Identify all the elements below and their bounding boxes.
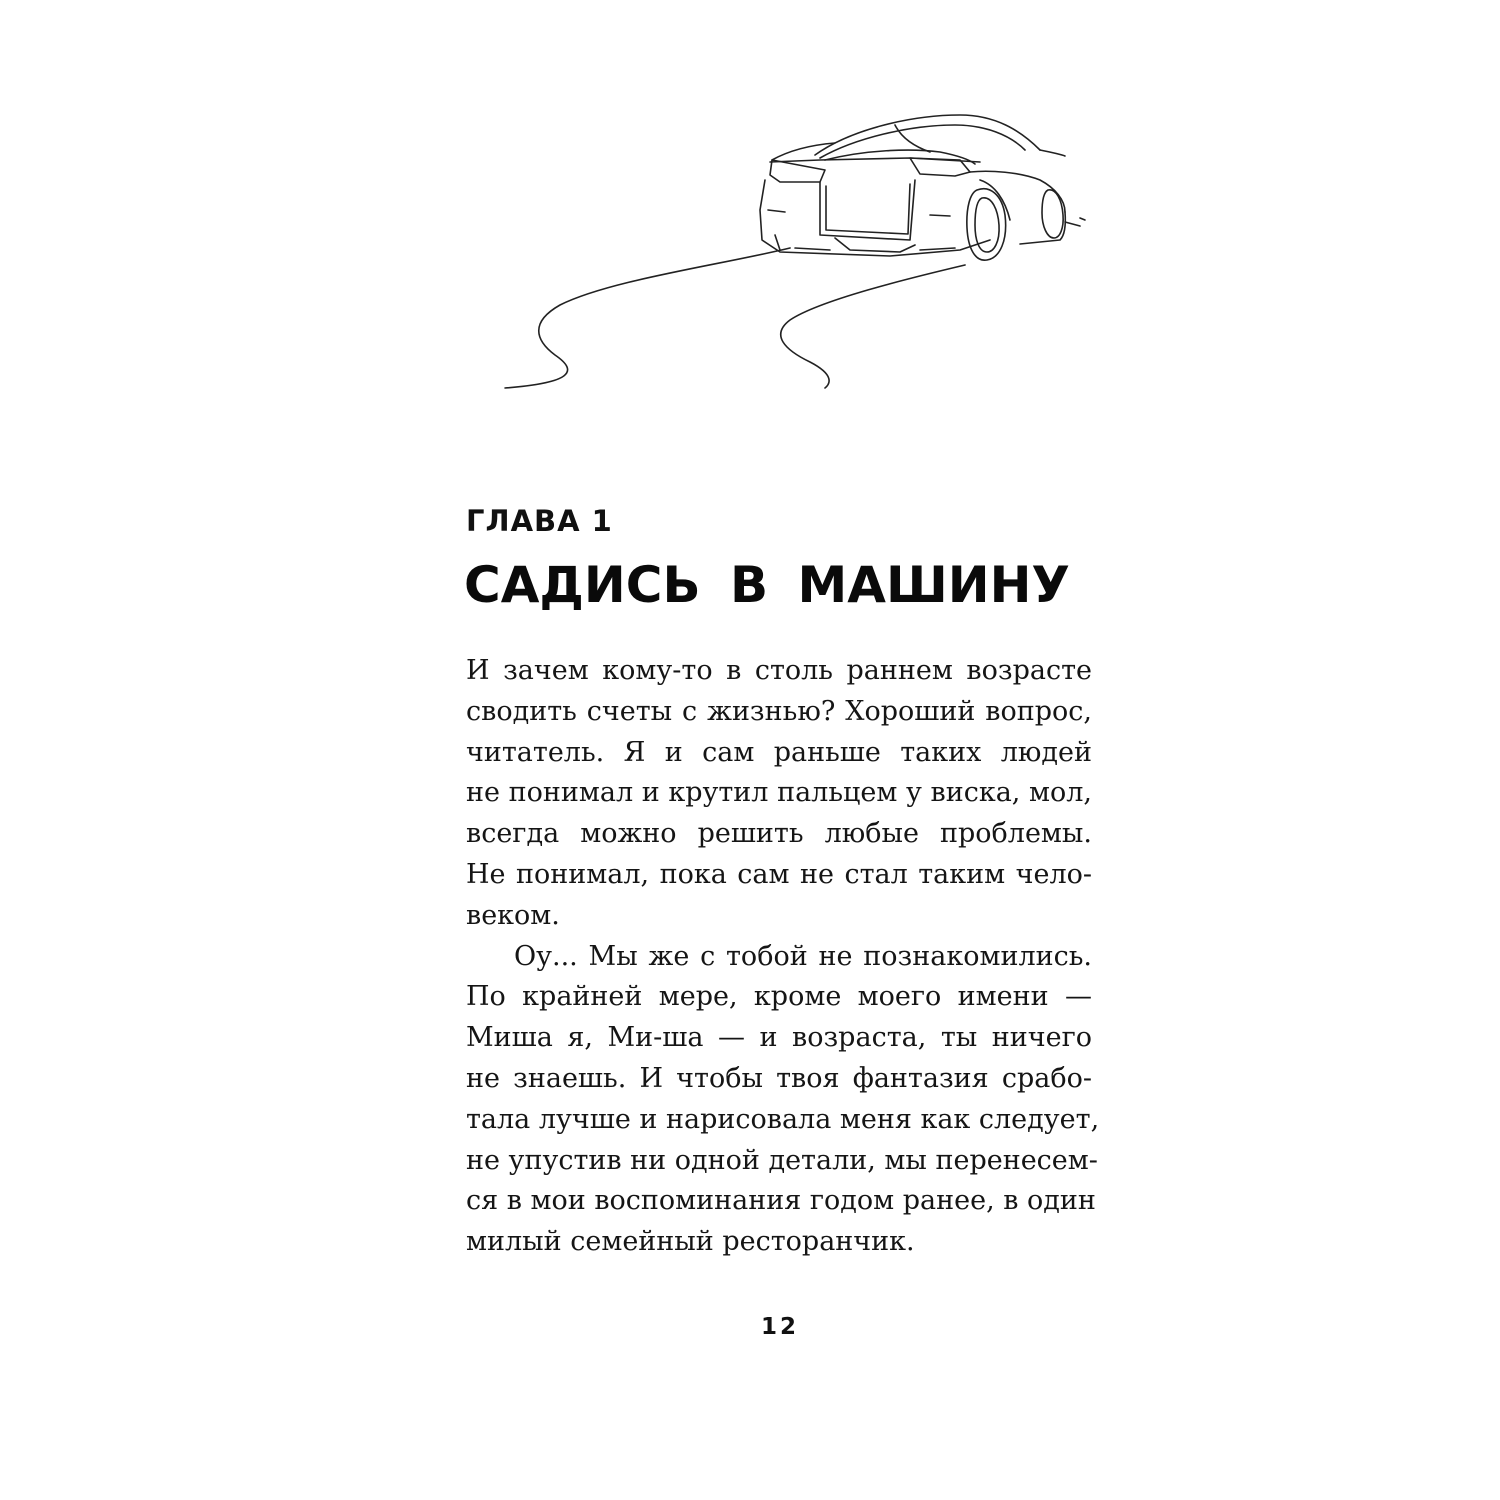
- car-on-road-line-drawing-icon: [490, 100, 1090, 400]
- text-line: И зачем кому-то в столь раннем возрасте: [466, 655, 1092, 686]
- text-line: По крайней мере, кроме моего имени —: [466, 981, 1092, 1013]
- paragraph-2: [466, 937, 1100, 1263]
- text-line: читатель. Я и сам раньше таких людей: [466, 736, 1092, 768]
- chapter-title: САДИСЬ В МАШИНУ: [464, 556, 1070, 614]
- text-line: веком.: [466, 899, 560, 931]
- text-line: не понимал и крутил пальцем у виска, мол,: [466, 777, 1092, 809]
- chapter-body: [466, 651, 1100, 1263]
- page-number: 12: [760, 1314, 799, 1340]
- text-line: Оу... Мы же с тобой не познакомились.: [514, 940, 1092, 972]
- text-line: Миша я, Ми-ша — и возраста, ты ничего: [466, 1022, 1092, 1054]
- text-line: милый семейный ресторанчик.: [466, 1226, 915, 1258]
- text-line: всегда можно решить любые проблемы.: [466, 818, 1092, 850]
- text-line: не упустив ни одной детали, мы перенесем-: [466, 1144, 1098, 1176]
- paragraph-1: [466, 651, 1092, 937]
- chapter-label: ГЛАВА 1: [466, 504, 613, 538]
- text-line: не знаешь. И чтобы твоя фантазия срабо-: [466, 1062, 1092, 1094]
- text-line: Не понимал, пока сам не стал таким чело-: [466, 858, 1092, 890]
- text-line: тала лучше и нарисовала меня как следует,: [466, 1103, 1100, 1135]
- text-line: ся в мои воспоминания годом ранее, в один: [466, 1185, 1096, 1217]
- text-line: сводить счеты с жизнью? Хороший вопрос,: [466, 695, 1092, 727]
